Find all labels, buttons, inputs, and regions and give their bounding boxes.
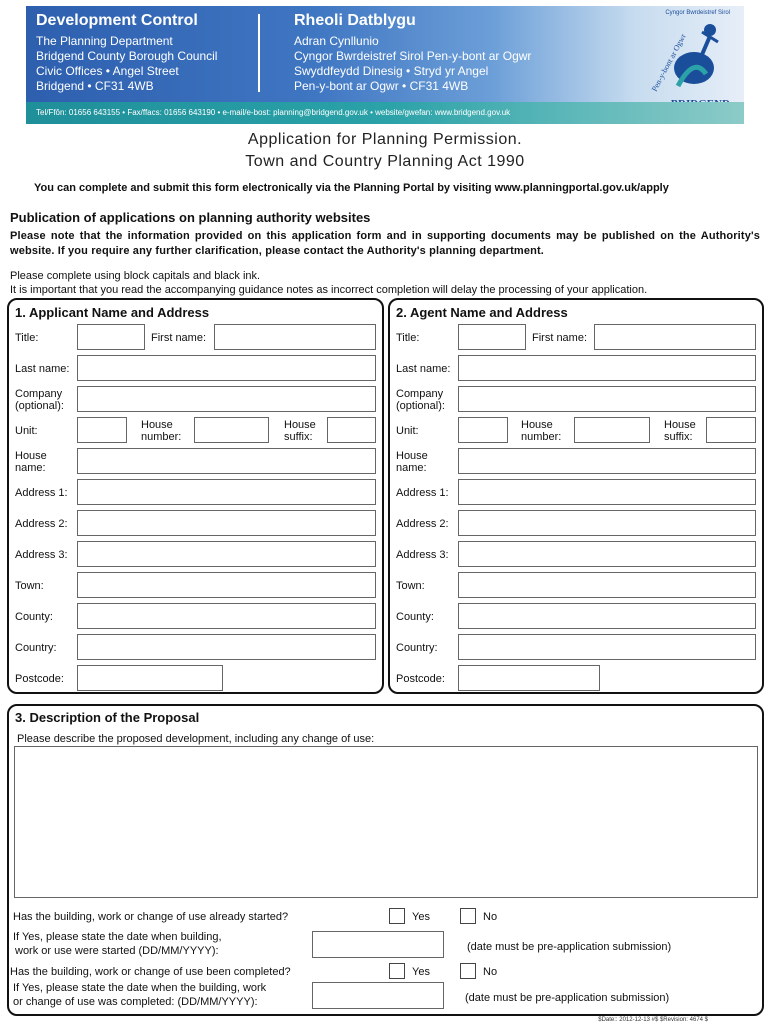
agent-title-input[interactable] bbox=[458, 324, 526, 350]
started-yes-label: Yes bbox=[412, 911, 430, 923]
applicant-house-number-input[interactable] bbox=[194, 417, 269, 443]
proposal-prompt: Please describe the proposed development, including any change of use: bbox=[17, 733, 375, 745]
company-label: Company bbox=[396, 388, 444, 400]
house-suffix-label: House bbox=[664, 419, 696, 431]
first-name-label: First name: bbox=[532, 332, 588, 344]
applicant-postcode-input[interactable] bbox=[77, 665, 223, 691]
agent-address1-input[interactable] bbox=[458, 479, 756, 505]
first-name-label: First name: bbox=[151, 332, 207, 344]
title-label: Title: bbox=[396, 332, 420, 344]
completed-question: Has the building, work or change of use been completed? bbox=[10, 966, 291, 978]
form-subtitle: Town and Country Planning Act 1990 bbox=[245, 153, 525, 170]
header-english-line: The Planning Department bbox=[36, 34, 173, 48]
proposal-heading: 3. Description of the Proposal bbox=[15, 710, 200, 725]
header-welsh-title: Rheoli Datblygu bbox=[294, 12, 416, 29]
applicant-address3-input[interactable] bbox=[77, 541, 376, 567]
header-welsh-line: Adran Cynllunio bbox=[294, 34, 379, 48]
house-name-label: House bbox=[15, 450, 47, 462]
logo-council-text: Cyngor Bwrdeistref Sirol bbox=[665, 10, 730, 16]
agent-company-input[interactable] bbox=[458, 386, 756, 412]
house-number-label: House bbox=[521, 419, 553, 431]
applicant-house-name-input[interactable] bbox=[77, 448, 376, 474]
title-label: Title: bbox=[15, 332, 39, 344]
started-question: Has the building, work or change of use already started? bbox=[13, 911, 289, 923]
applicant-address2-input[interactable] bbox=[77, 510, 376, 536]
county-label: County: bbox=[396, 611, 434, 623]
unit-label: Unit: bbox=[396, 425, 419, 437]
agent-house-suffix-input[interactable] bbox=[706, 417, 756, 443]
instruction-line: It is important that you read the accompanying guidance notes as incorrect completion will delay the processing of your application. bbox=[10, 284, 648, 296]
house-number-label-2: number: bbox=[141, 431, 182, 443]
applicant-section bbox=[7, 298, 384, 694]
applicant-last-name-input[interactable] bbox=[77, 355, 376, 381]
house-suffix-label-2: suffix: bbox=[664, 431, 693, 443]
started-date-input[interactable] bbox=[312, 931, 444, 958]
town-label: Town: bbox=[15, 580, 44, 592]
house-number-label: House bbox=[141, 419, 173, 431]
agent-first-name-input[interactable] bbox=[594, 324, 756, 350]
house-number-label-2: number: bbox=[521, 431, 562, 443]
started-yes-checkbox[interactable] bbox=[389, 908, 405, 924]
applicant-address1-input[interactable] bbox=[77, 479, 376, 505]
unit-label: Unit: bbox=[15, 425, 38, 437]
house-name-label-2: name: bbox=[396, 462, 427, 474]
last-name-label: Last name: bbox=[15, 363, 70, 375]
completed-no-label: No bbox=[483, 966, 498, 978]
header-welsh-line: Cyngor Bwrdeistref Sirol Pen-y-bont ar Ogwr bbox=[294, 49, 532, 63]
logo-arc-text bbox=[640, 16, 736, 96]
header-banner bbox=[26, 6, 744, 124]
proposal-section bbox=[7, 704, 764, 1016]
company-label: Company bbox=[15, 388, 63, 400]
instruction-line: Please complete using block capitals and black ink. bbox=[10, 270, 261, 282]
applicant-country-input[interactable] bbox=[77, 634, 376, 660]
portal-note: You can complete and submit this form electronically via the Planning Portal by visiting www.planningportal.gov.uk/apply bbox=[34, 182, 669, 194]
address3-label: Address 3: bbox=[15, 549, 68, 561]
postcode-label: Postcode: bbox=[15, 673, 64, 685]
completed-date-label-2: or change of use was completed: (DD/MM/YYYY): bbox=[13, 996, 258, 1008]
agent-country-input[interactable] bbox=[458, 634, 756, 660]
started-no-label: No bbox=[483, 911, 498, 923]
header-welsh-line: Swyddfeydd Dinesig • Stryd yr Angel bbox=[294, 64, 489, 78]
header-english-line: Civic Offices • Angel Street bbox=[36, 64, 179, 78]
header-welsh bbox=[294, 12, 531, 94]
agent-heading: 2. Agent Name and Address bbox=[396, 305, 568, 320]
revision-footer: $Date:: 2012-12-13 #$ $Revision: 4674 $ bbox=[598, 1017, 708, 1023]
completed-date-label: If Yes, please state the date when the building, work bbox=[13, 982, 267, 994]
logo-pen-y-bont: Pen-y-bont ar Ogwr bbox=[649, 32, 688, 93]
completed-date-note: (date must be pre-application submission) bbox=[465, 992, 670, 1004]
house-suffix-label: House bbox=[284, 419, 316, 431]
completed-yes-label: Yes bbox=[412, 966, 430, 978]
agent-last-name-input[interactable] bbox=[458, 355, 756, 381]
address1-label: Address 1: bbox=[15, 487, 68, 499]
address2-label: Address 2: bbox=[15, 518, 68, 530]
agent-section bbox=[388, 298, 764, 694]
house-name-label-2: name: bbox=[15, 462, 46, 474]
applicant-first-name-input[interactable] bbox=[214, 324, 376, 350]
applicant-unit-input[interactable] bbox=[77, 417, 127, 443]
agent-unit-input[interactable] bbox=[458, 417, 508, 443]
applicant-house-suffix-input[interactable] bbox=[327, 417, 376, 443]
completed-no-checkbox[interactable] bbox=[460, 963, 476, 979]
agent-address2-input[interactable] bbox=[458, 510, 756, 536]
optional-label: (optional): bbox=[15, 400, 64, 412]
header-english-line: Bridgend County Borough Council bbox=[36, 49, 218, 63]
completed-yes-checkbox[interactable] bbox=[389, 963, 405, 979]
started-date-label-2: work or use were started (DD/MM/YYYY): bbox=[15, 945, 219, 957]
optional-label: (optional): bbox=[396, 400, 445, 412]
town-label: Town: bbox=[396, 580, 425, 592]
agent-county-input[interactable] bbox=[458, 603, 756, 629]
started-no-checkbox[interactable] bbox=[460, 908, 476, 924]
applicant-county-input[interactable] bbox=[77, 603, 376, 629]
agent-postcode-input[interactable] bbox=[458, 665, 600, 691]
house-suffix-label-2: suffix: bbox=[284, 431, 313, 443]
header-contact: Tel/Ffôn: 01656 643155 • Fax/ffacs: 01656 643190 • e-mail/e-bost: planning@bridgend.gov.uk • website/gwefan: www.bridgend.gov.uk bbox=[26, 102, 744, 124]
header-english bbox=[36, 12, 217, 94]
postcode-label: Postcode: bbox=[396, 673, 445, 685]
applicant-company-input[interactable] bbox=[77, 386, 376, 412]
address3-label: Address 3: bbox=[396, 549, 449, 561]
last-name-label: Last name: bbox=[396, 363, 451, 375]
publication-heading: Publication of applications on planning authority websites bbox=[10, 210, 371, 225]
house-name-label: House bbox=[396, 450, 428, 462]
country-label: Country: bbox=[396, 642, 438, 654]
address1-label: Address 1: bbox=[396, 487, 449, 499]
header-english-line: Bridgend • CF31 4WB bbox=[36, 79, 154, 93]
applicant-town-input[interactable] bbox=[77, 572, 376, 598]
publication-text: Please note that the information provided on this application form and in supporting documents may be published on the Authority's website. If you require any further clarification, please contact the Authority's planning department. bbox=[10, 230, 760, 257]
agent-address3-input[interactable] bbox=[458, 541, 756, 567]
header-welsh-line: Pen-y-bont ar Ogwr • CF31 4WB bbox=[294, 79, 469, 93]
applicant-title-input[interactable] bbox=[77, 324, 145, 350]
proposal-description-textarea[interactable] bbox=[14, 746, 758, 898]
form-title: Application for Planning Permission. bbox=[247, 131, 523, 148]
agent-house-name-input[interactable] bbox=[458, 448, 756, 474]
address2-label: Address 2: bbox=[396, 518, 449, 530]
started-date-note: (date must be pre-application submission) bbox=[467, 941, 672, 953]
agent-house-number-input[interactable] bbox=[574, 417, 650, 443]
header-english-title: Development Control bbox=[36, 12, 198, 29]
started-date-label: If Yes, please state the date when building, bbox=[13, 931, 222, 943]
completed-date-input[interactable] bbox=[312, 982, 444, 1009]
county-label: County: bbox=[15, 611, 53, 623]
country-label: Country: bbox=[15, 642, 57, 654]
applicant-heading: 1. Applicant Name and Address bbox=[15, 305, 210, 320]
header-divider bbox=[258, 14, 260, 92]
agent-town-input[interactable] bbox=[458, 572, 756, 598]
